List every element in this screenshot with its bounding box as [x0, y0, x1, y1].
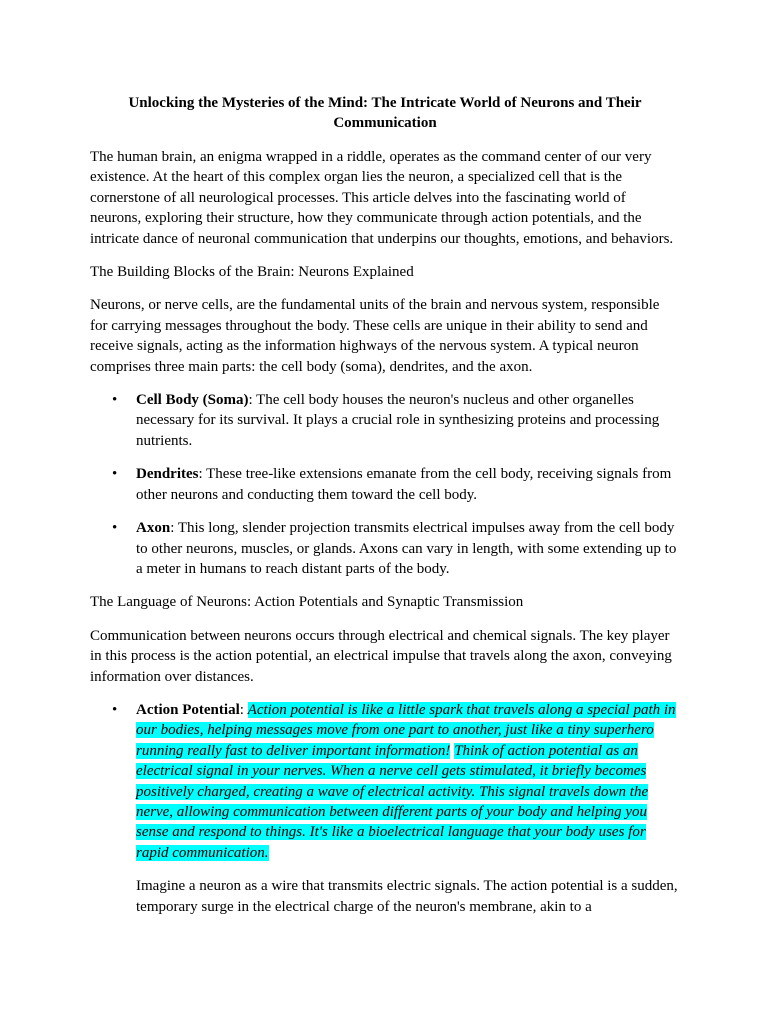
list-item — [90, 518, 680, 579]
followup-paragraph: Imagine a neuron as a wire that transmits electric signals. The action potential is a sudden, temporary surge in the electrical charge of the neuron's membrane, akin to a — [136, 878, 678, 915]
list-item-term: Cell Body (Soma) — [136, 392, 249, 409]
list-item-term: Axon — [136, 520, 171, 537]
list-item — [90, 700, 680, 863]
communication-paragraph: Communication between neurons occurs through electrical and chemical signals. The key player in this process is the action potential, an electrical impulse that travels along the axon, conveying information over distances. — [90, 627, 672, 685]
section-heading-neurons: The Building Blocks of the Brain: Neurons Explained — [90, 264, 414, 281]
intro-paragraph: The human brain, an enigma wrapped in a riddle, operates as the command center of our very existence. At the heart of this complex organ lies the neuron, a specialized cell that is the cornerstone of all neurological processes. This article delves into the fascinating world of neurons, exploring their structure, how they communicate through action potentials, and the intricate dance of neuronal communication that underpins our thoughts, emotions, and behaviors. — [90, 149, 674, 247]
neurons-paragraph: Neurons, or nerve cells, are the fundamental units of the brain and nervous system, responsible for carrying messages throughout the body. These cells are unique in their ability to send and receive signals, acting as the information highways of the nervous system. A typical neuron comprises three main parts: the cell body (soma), dendrites, and the axon. — [90, 297, 660, 375]
action-potential-list — [90, 700, 680, 863]
section-heading-language: The Language of Neurons: Action Potentials and Synaptic Transmission — [90, 594, 524, 611]
list-item-term: Dendrites — [136, 466, 199, 483]
list-item-text: : The cell body houses the neuron's nucleus and other organelles necessary for its survival. It plays a crucial role in synthesizing proteins and processing nutrients. — [136, 392, 660, 449]
list-item-text: : This long, slender projection transmits electrical impulses away from the cell body to other neurons, muscles, or glands. Axons can vary in length, with some extending up to a meter in humans to reach distant parts of the body. — [136, 520, 677, 577]
list-item-text: : These tree-like extensions emanate from the cell body, receiving signals from other neurons and conducting them toward the cell body. — [136, 466, 672, 503]
list-item — [90, 464, 680, 505]
list-item-term: Action Potential — [136, 701, 240, 718]
document-page — [90, 93, 680, 917]
list-item-separator: : — [239, 701, 248, 718]
highlighted-text: Action potential is like a little spark that travels along a special path in our bodies, helping messages move from one part to another, just like a tiny superhero running really fast to deliver important information! — [136, 701, 676, 759]
neuron-parts-list — [90, 390, 680, 579]
document-title: Unlocking the Mysteries of the Mind: The Intricate World of Neurons and Their Communication — [128, 95, 642, 131]
list-item — [90, 390, 680, 451]
highlighted-text: Think of action potential as an electrical signal in your nerves. When a nerve cell gets stimulated, it briefly becomes positively charged, creating a wave of electrical activity. This signal travels down the nerve, allowing communication between different parts of your body and helping you sense and respond to things. It's like a bioelectrical language that your body uses for rapid communication. — [136, 742, 649, 861]
